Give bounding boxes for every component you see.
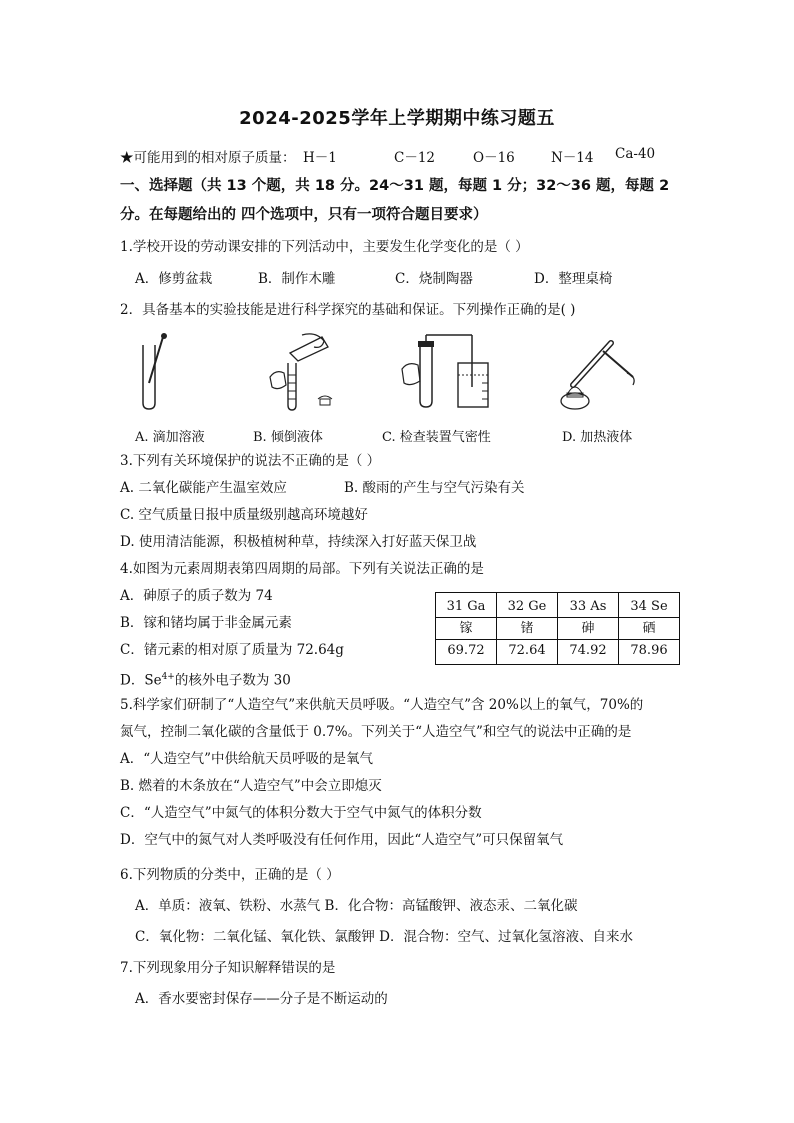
q6-options-line2: C．氧化物：二氧化锰、氧化铁、氯酸钾 D．混合物：空气、过氧化氢溶液、自来水	[135, 929, 633, 945]
q2-option-c: C. 检查装置气密性	[382, 430, 491, 445]
atomic-mass-c: C－12	[394, 150, 436, 166]
q4-option-c: C．锗元素的相对原了质量为 72.64g	[120, 642, 344, 658]
q3-stem: 3.下列有关环境保护的说法不正确的是（ ）	[120, 453, 381, 469]
atomic-mass-prefix: ★可能用到的相对原子质量：	[120, 150, 296, 166]
q2-stem: 2．具备基本的实验技能是进行科学探究的基础和保证。下列操作正确的是( )	[120, 302, 576, 318]
q5-option-d: D．空气中的氮气对人类呼吸没有任何作用，因此“人造空气”可只保留氧气	[120, 832, 564, 848]
q4-option-b: B．镓和锗均属于非金属元素	[120, 615, 292, 631]
atomic-mass-h: H－1	[303, 150, 337, 166]
element-cell-ga-number: 31 Ga	[436, 593, 497, 618]
element-cell-ge-name: 锗	[497, 618, 558, 640]
q5-stem-line2: 氮气，控制二氧化碳的含量低于 0.7%。下列关于“人造空气”和空气的说法中正确的是	[120, 724, 632, 740]
q5-stem-line1: 5.科学家们研制了“人造空气”来供航天员呼吸。“人造空气”含 20%以上的氧气，70%的	[120, 697, 644, 713]
element-cell-se-name: 硒	[619, 618, 680, 640]
q3-option-d: D. 使用清洁能源，积极植树种草，持续深入打好蓝天保卫战	[120, 534, 477, 550]
element-cell-as-mass: 74.92	[558, 640, 619, 665]
section-header-line1: 一、选择题（共 13 个题，共 18 分。24～31 题，每题 1 分；32～36 题，每题 2	[120, 178, 670, 194]
element-cell-ga-mass: 69.72	[436, 640, 497, 665]
q1-stem: 1.学校开设的劳动课安排的下列活动中，主要发生化学变化的是（ ）	[120, 239, 529, 255]
section-header-line2: 分。在每题给出的 四个选项中，只有一项符合题目要求）	[120, 207, 488, 223]
q3-option-c: C. 空气质量日报中质量级别越高环境越好	[120, 507, 368, 523]
q2-option-d: D. 加热液体	[562, 430, 633, 445]
element-cell-as-number: 33 As	[558, 593, 619, 618]
q5-option-c: C．“人造空气”中氮气的体积分数大于空气中氮气的体积分数	[120, 805, 482, 821]
element-cell-ga-name: 镓	[436, 618, 497, 640]
heating-liquid-figure	[553, 333, 643, 413]
dropper-tube-figure	[135, 333, 175, 413]
q6-stem: 6.下列物质的分类中，正确的是（ ）	[120, 867, 340, 883]
q1-option-b: B．制作木雕	[258, 271, 336, 287]
q1-option-d: D．整理桌椅	[534, 271, 613, 287]
q6-options-line1: A．单质：液氧、铁粉、水蒸气 B．化合物：高锰酸钾、液态汞、二氧化碳	[135, 898, 578, 914]
element-cell-ge-number: 32 Ge	[497, 593, 558, 618]
element-cell-se-number: 34 Se	[619, 593, 680, 618]
airtightness-check-figure	[398, 333, 498, 413]
element-cell-se-mass: 78.96	[619, 640, 680, 665]
element-cell-ge-mass: 72.64	[497, 640, 558, 665]
q2-option-a: A. 滴加溶液	[135, 430, 205, 445]
atomic-mass-o: O－16	[473, 150, 515, 166]
q3-option-a: A. 二氧化碳能产生温室效应	[120, 480, 287, 496]
atomic-mass-ca: Ca-40	[615, 146, 656, 162]
q5-option-a: A．“人造空气”中供给航天员呼吸的是氧气	[120, 751, 374, 767]
element-cell-as-name: 砷	[558, 618, 619, 640]
q5-option-b: B. 燃着的木条放在“人造空气”中会立即熄灭	[120, 778, 382, 794]
q3-option-b: B. 酸雨的产生与空气污染有关	[344, 480, 525, 496]
periodic-table-excerpt	[435, 592, 680, 665]
q2-option-b: B. 倾倒液体	[253, 430, 323, 445]
q4-option-d: D．$Se^{4+}$的核外电子数为 30	[120, 672, 291, 689]
q7-stem: 7.下列现象用分子知识解释错误的是	[120, 960, 336, 976]
q4-option-a: A．砷原子的质子数为 74	[120, 588, 273, 604]
page-title: 2024-2025学年上学期期中练习题五	[239, 108, 555, 129]
q1-option-a: A．修剪盆栽	[135, 271, 213, 287]
q1-option-c: C．烧制陶器	[395, 271, 473, 287]
atomic-mass-n: N－14	[551, 150, 594, 166]
pouring-liquid-figure	[262, 333, 342, 413]
q4-stem: 4.如图为元素周期表第四周期的局部。下列有关说法正确的是	[120, 561, 484, 577]
q7-option-a: A．香水要密封保存——分子是不断运动的	[135, 991, 388, 1007]
